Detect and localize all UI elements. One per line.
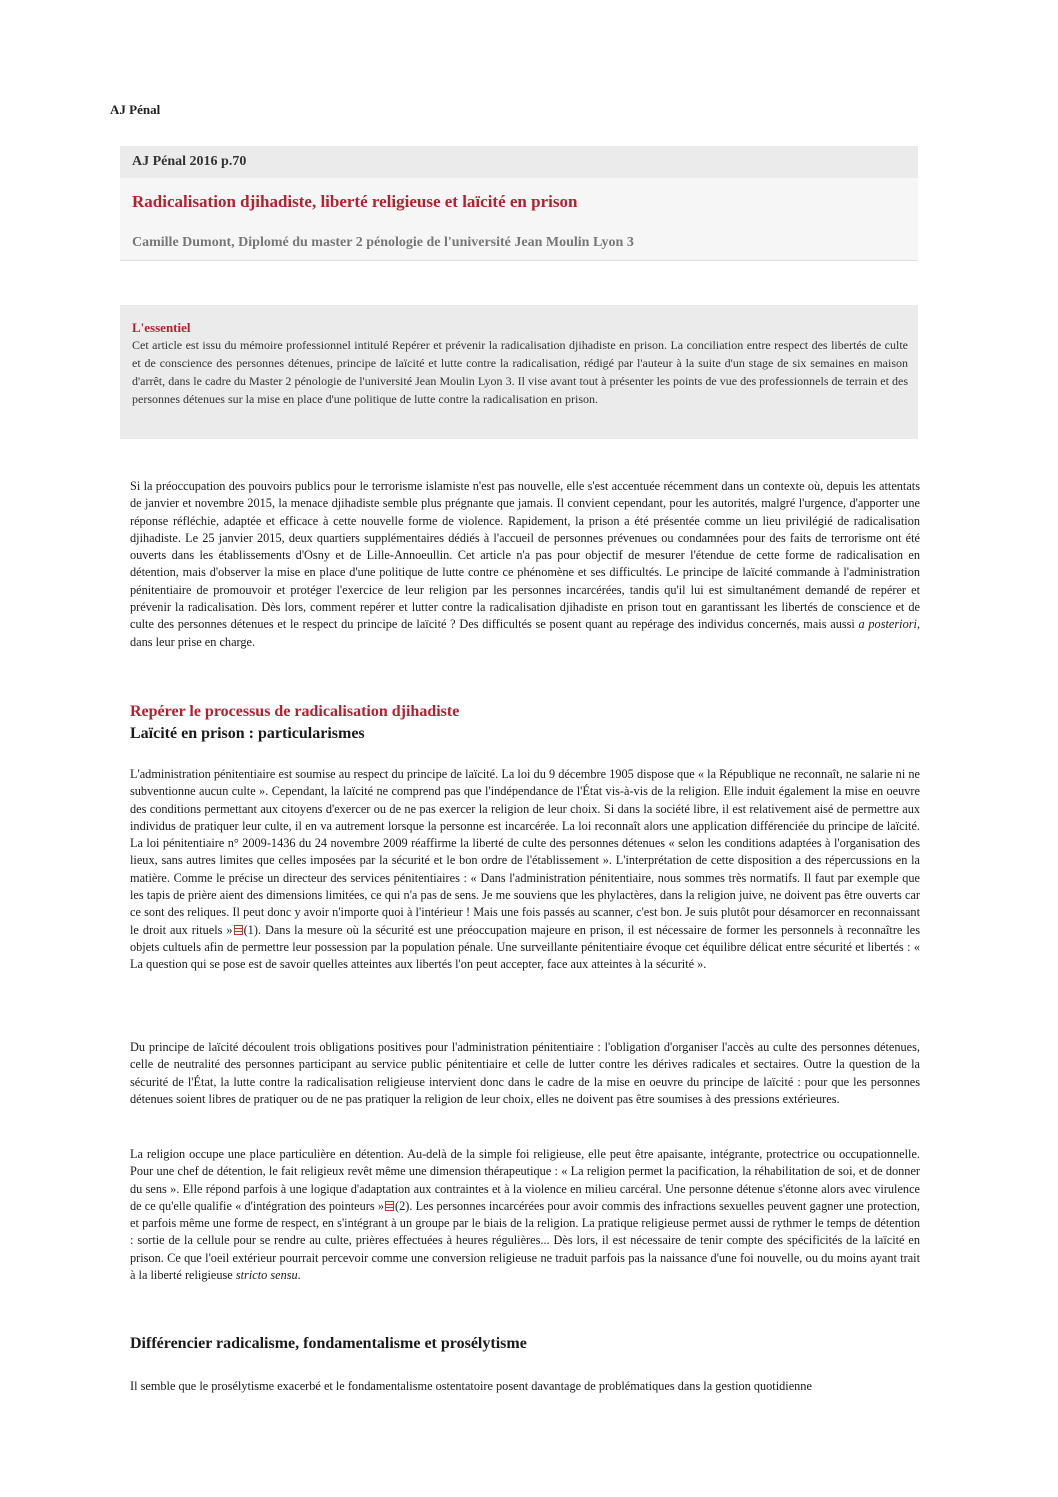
intro-paragraph	[130, 478, 920, 651]
article-reference: AJ Pénal 2016 p.70	[132, 154, 247, 169]
paragraph-text: L'administration pénitentiaire est soumise au respect du principe de laïcité. La loi du 9 décembre 1905 dispose que « la République ne reconnaît, ne salarie ni ne subventionne aucun culte ». Cependant, la laïcité ne comprend pas que l'indépendance de l'État vis-à-vis de la religion. Elle induit également la mise en oeuvre des conditions permettant aux citoyens d'exercer ou de ne pas exercer la religion de leur choix. Si dans la société libre, il est relativement aisé de permettre aux individus de pratiquer leur culte, il en va autrement lorsque la personne est incarcérée. La loi reconnaît alors une application différenciée du principe de laïcité. La loi pénitentiaire n° 2009-1436 du 24 novembre 2009 réaffirme la liberté de culte des personnes détenues « selon les conditions adaptées à l'organisation des lieux, sans autres limites que celles imposées par la sécurité et le bon ordre de l'établissement ». L'interprétation de cette disposition a des répercussions en la matière. Comme le précise un directeur des services pénitentiaires : « Dans l'administration pénitentiaire, nous sommes très normatifs. Il faut par exemple que les tapis de prière aient des dimensions limitées, ce qui n'a pas de sens. Je me souviens que les phylactères, dans la religion juive, ne doivent pas être ouverts car ce sont des reliques. Il peut donc y avoir n'importe quoi à l'intérieur ! Mais une fois passés au scanner, c'est bon. Je suis plutôt pour désamorcer en reconnaissant le droit aux rituels »	[130, 767, 920, 937]
source-label: AJ Pénal	[110, 102, 161, 117]
abstract-text: Cet article est issu du mémoire professionnel intitulé Repérer et prévenir la radicalisation djihadiste en prison. La conciliation entre respect des libertés de culte et de conscience des personnes détenues, principe de laïcité et lutte contre la radicalisation, rédigé par l'auteur à la suite d'un stage de six semaines en maison d'arrêt, dans le cadre du Master 2 pénologie de l'université Jean Moulin Lyon 3. Il vise avant tout à présenter les points de vue des professionnels de terrain et des personnes détenues sur la mise en place d'une politique de lutte contre la radicalisation en prison.	[132, 338, 908, 406]
footnote-icon[interactable]	[234, 925, 243, 935]
abstract-box	[120, 305, 918, 439]
article-header	[120, 146, 918, 261]
paragraph-religion	[130, 1146, 920, 1284]
paragraph-text-cont: . Les personnes incarcérées pour avoir commis des infractions sexuelles peuvent gagner une protection, et parfois même une forme de respect, en s'intégrant à un groupe par le biais de la religion. La pratique religieuse permet aussi de rythmer le temps de détention : sortie de la cellule pour se rendre au culte, prières effectuées à heures régulières... Dès lors, il est nécessaire de tenir compte des spécificités de la laïcité en prison. Ce que l'oeil extérieur pourrait percevoir comme une conversion religieuse ne traduit parfois pas la naissance d'une foi nouvelle, ou du moins ayant trait à la liberté religieuse	[130, 1198, 920, 1283]
paragraph-text: Il semble que le prosélytisme exacerbé et le fondamentalisme ostentatoire posent davantage de problématiques dans la gestion quotidienne	[130, 1379, 812, 1393]
paragraph-text: La religion occupe une place particulière en détention. Au-delà de la simple foi religieuse, elle peut être apaisante, intégrante, protectrice ou occupationnelle. Pour une chef de détention, le fait religieux revêt même une dimension thérapeutique : « La religion permet la pacification, la réhabilitation de soi, et de donner du sens ». Elle répond parfois à une logique d'adaptation aux contraintes et à la violence en milieu carcéral. Une personne détenue s'étonne alors avec virulence de ce qu'elle qualifie « d'intégration des pointeurs »	[130, 1147, 920, 1213]
article-author: Camille Dumont, Diplomé du master 2 pénologie de l'université Jean Moulin Lyon 3	[132, 235, 634, 250]
section-heading-2: Différencier radicalisme, fondamentalisme et prosélytisme	[130, 1335, 527, 1352]
paragraph-text-end: .	[297, 1268, 301, 1283]
footnote-icon[interactable]	[385, 1201, 394, 1211]
intro-italic: a posteriori	[858, 617, 917, 632]
paragraph-laicite	[130, 766, 920, 974]
section-heading: Repérer le processus de radicalisation djihadiste	[130, 703, 460, 720]
intro-text-end: , dans leur prise en charge.	[130, 617, 921, 649]
paragraph-proselytisme	[130, 1378, 920, 1395]
paragraph-text-cont: . Dans la mesure où la sécurité est une préoccupation majeure en prison, il est nécessaire de former les personnels à reconnaître les objets cultuels afin de permettre leur possession par la population pénale. Une surveillante pénitentiaire évoque cet équilibre délicat entre sécurité et libertés : « La question qui se pose est de savoir quelles atteintes aux libertés l'on peut accepter, face aux atteintes à la sécurité ».	[130, 922, 920, 972]
article-title: Radicalisation djihadiste, liberté religieuse et laïcité en prison	[132, 192, 578, 211]
footnote-link-2[interactable]: (2)	[394, 1198, 410, 1213]
paragraph-obligations	[130, 1039, 920, 1108]
footnote-link-1[interactable]: (1)	[243, 922, 258, 937]
intro-text: Si la préoccupation des pouvoirs publics pour le terrorisme islamiste n'est pas nouvelle, elle s'est accentuée récemment dans un contexte où, depuis les attentats de janvier et novembre 2015, la menace djihadiste semble plus prégnante que jamais. Il convient cependant, pour les autorités, malgré l'urgence, d'apporter une réponse réfléchie, adaptée et efficace à cette nouvelle forme de violence. Rapidement, la prison a été présentée comme un lieu privilégié de radicalisation djihadiste. Le 25 janvier 2015, deux quartiers supplémentaires dédiés à l'accueil de personnes prévenues ou condamnées pour des faits de terrorisme ont été ouverts dans les établissements d'Osny et de Lille-Annoeullin. Cet article n'a pas pour objectif de mesurer l'étendue de cette forme de radicalisation en détention, mais d'observer la mise en place d'une politique de lutte contre ce phénomène et ses difficultés. Le principe de laïcité commande à l'administration pénitentiaire de promouvoir et protéger l'exercice de leur religion par les personnes incarcérées, tandis qu'il lui est simultanément demandé de repérer et prévenir la radicalisation. Dès lors, comment repérer et lutter contre la radicalisation djihadiste en prison tout en garantissant les libertés de conscience et de culte des personnes détenues et le respect du principe de laïcité ? Des difficultés se posent quant au repérage des individus concernés, mais aussi	[130, 479, 920, 632]
section-subheading: Laïcité en prison : particularismes	[130, 725, 365, 742]
paragraph-italic: stricto sensu	[235, 1268, 298, 1283]
abstract-label: L'essentiel	[132, 320, 191, 335]
paragraph-text: Du principe de laïcité découlent trois obligations positives pour l'administration pénitentiaire : l'obligation d'organiser l'accès au culte des personnes détenues, celle de neutralité des personnes participant au service public pénitentiaire et celle de lutter contre les dérives radicales et sectaires. Outre la question de la sécurité de l'État, la lutte contre la radicalisation religieuse intervient donc dans le cadre de la mise en oeuvre du principe de laïcité : pour que les personnes détenues soient libres de pratiquer ou de ne pas pratiquer la religion de leur choix, elles ne doivent pas être soumises à des pressions extérieures.	[130, 1040, 920, 1106]
reference-bar	[120, 146, 918, 178]
